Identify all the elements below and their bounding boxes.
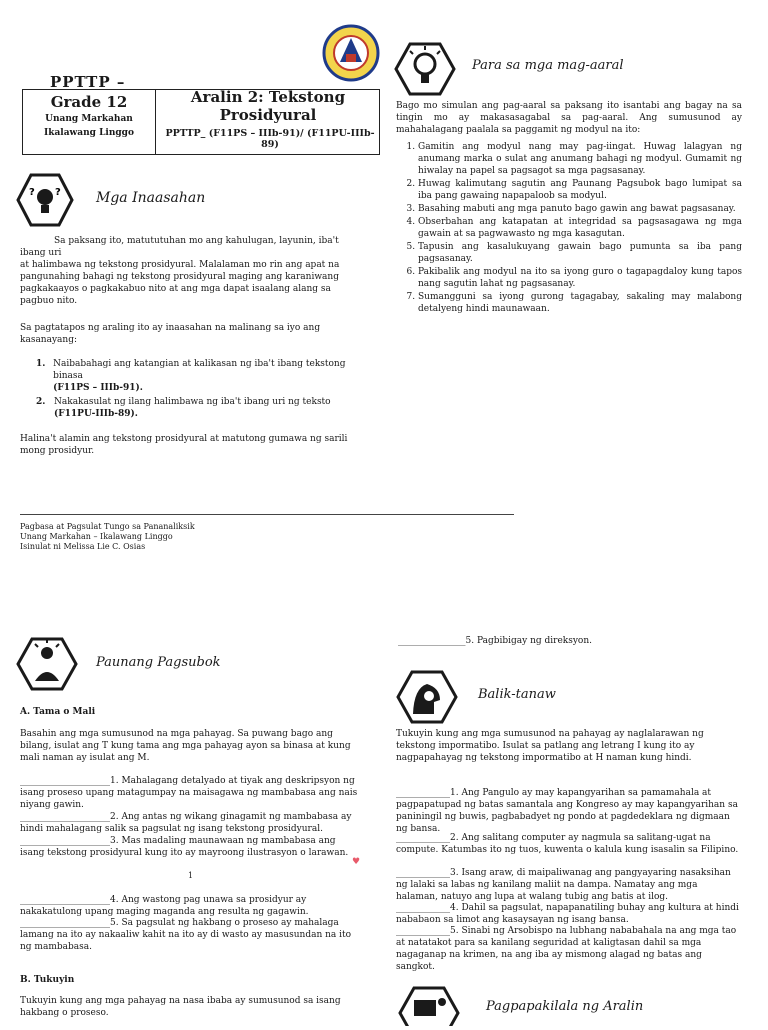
competency-codes: PPTTP_ (F11PS – IIIb-91)/ (F11PU-IIIb-89)	[165, 128, 375, 150]
pagpapakilala-title: Pagpapakilala ng Aralin	[486, 999, 644, 1014]
para-sa-icon	[394, 42, 456, 100]
skill-num: 2.	[36, 397, 46, 407]
header-quarter: Unang Markahan	[45, 114, 133, 124]
balik-tanaw-icon	[396, 670, 458, 728]
balik-instructions: Tukuyin kung ang mga sumusunod na pahayag ay naglalarawan ng tekstong impormatibo. Isulat sa patlang ang letrang I kung ito ay nagpapahayag ng tekstong impormatibo at H naman kung hindi.	[396, 729, 704, 763]
question-5: ____________________5. Sa pagsulat ng hakbang o proseso ay mahalaga lamang na ito ay nakaaliw kahit na ito ay di wasto ay masusundan na ito ng mambabasa.	[20, 918, 352, 952]
lesson-title: Aralin 2: Tekstong Prosidyural	[190, 88, 346, 124]
para-sa-title: Para sa mga mag-aaral	[472, 58, 624, 73]
inaasahan-p1a: Sa paksang ito, matututuhan mo ang kahulugan, layunin, iba't ibang uri	[20, 236, 339, 258]
reminder-item: 5. Tapusin ang kasalukuyang gawain bago pumunta sa iba pang pagsasanay.	[418, 241, 742, 265]
header-grade: Grade 12	[50, 93, 128, 111]
inaasahan-icon	[16, 173, 74, 231]
division-seal	[322, 24, 380, 82]
footer-author: Isinulat ni Melissa Lie C. Osias	[20, 542, 146, 551]
header-week: Ikalawang Linggo	[44, 128, 134, 138]
inaasahan-p1b: at halimbawa ng tekstong prosidyural. Malalaman mo rin ang apat na pangunahing bahagi ng tekstong prosidyural maging ang karaniwang pagkakaayos o pagkakabuo nito at ang mga dapat isaalang alang sa pagbuo nito.	[20, 260, 340, 306]
footer-divider	[20, 514, 514, 515]
question-4: ____________________4. Ang wastong pag unawa sa prosidyur ay nakakatulong upang maging maganda ang resulta ng gagawin.	[20, 895, 309, 917]
page-number: 1	[188, 871, 194, 880]
reminders-list	[396, 141, 742, 316]
balik-tanaw-title: Balik-tanaw	[478, 687, 556, 702]
footer-quarter: Unang Markahan – Ikalawang Linggo	[20, 532, 173, 541]
question-3: ____________________3. Mas madaling maunawaan ng mambabasa ang isang tekstong prosidyural kung ito ay mayroong ilustrasyon o larawan.	[20, 836, 349, 858]
reminder-item: 2. Huwag kalimutang sagutin ang Paunang Pagsubok bago lumipat sa iba pang gawaing napapaloob sa modyul.	[418, 178, 742, 202]
svg-text:?: ?	[29, 187, 35, 198]
part-b-instructions: Tukuyin kung ang mga pahayag na nasa ibaba ay sumusunod sa isang hakbang o proseso.	[20, 996, 341, 1018]
skill-code: (F11PU-IIIb-89).	[54, 409, 138, 419]
header-table	[22, 89, 380, 155]
svg-text:?: ?	[55, 187, 61, 198]
balik-item-1: ____________1. Ang Pangulo ay may kapangyarihan sa pamamahala at pagpapatupad ng batas samantala ang Kongreso ay may kapangyarihan sa paniningil ng buwis, pagbabadyet ng pondo at pagdedeklara ng digmaan ng bansa.	[396, 788, 738, 834]
skill-num: 1.	[36, 359, 46, 369]
part-b-heading: B. Tukuyin	[20, 975, 75, 985]
pagpapakilala-icon	[398, 986, 460, 1030]
question-b5: _______________5. Pagbibigay ng direksyon.	[398, 636, 592, 646]
skills-list	[36, 358, 362, 420]
reminder-item: 6. Pakibalik ang modyul na ito sa iyong guro o tagapagdaloy kung tapos nang sagutin lahat ng pagsasanay.	[418, 266, 742, 290]
skill-code: (F11PS – IIIb-91).	[53, 383, 143, 393]
skill-item-1	[36, 358, 362, 394]
paunang-icon	[16, 637, 78, 695]
inaasahan-p2: Sa pagtatapos ng araling ito ay inaasahan na malinang sa iyo ang kasanayang:	[20, 323, 321, 345]
part-a-heading: A. Tama o Mali	[20, 707, 96, 717]
reminder-item: 1. Gamitin ang modyul nang may pag-iingat. Huwag lalagyan ng anumang marka o sulat ang anumang bahagi ng modyul. Gumamit ng hiwalay na papel sa pagsagot sa mga pagsasanay.	[418, 141, 742, 177]
inaasahan-p1	[20, 235, 362, 307]
heart-icon: ♥	[352, 857, 361, 867]
footer-course: Pagbasa at Pagsulat Tungo sa Pananaliksik	[20, 522, 195, 531]
balik-item-2: ____________2. Ang salitang computer ay nagmula sa salitang-ugat na compute. Katumbas ito ng tuos, kuwenta o kalula kung isasalin sa Filipino.	[396, 833, 739, 855]
reminder-item: 3. Basahing mabuti ang mga panuto bago gawin ang bawat pagsasanay.	[418, 203, 742, 215]
balik-item-4: ____________4. Dahil sa pagsulat, napapanatiling buhay ang kultura at hindi nababaon sa limot ang kasaysayan ng isang bansa.	[396, 903, 739, 925]
inaasahan-title: Mga Inaasahan	[96, 190, 206, 206]
question-2: ____________________2. Ang antas ng wikang ginagamit ng mambabasa ay hindi mahalagang salik sa pagsulat ng isang tekstong prosidyural.	[20, 812, 352, 834]
skill-item-2	[36, 396, 362, 420]
header-program: PPTTP –	[50, 73, 126, 91]
inaasahan-p3: Halina't alamin ang tekstong prosidyural at matutong gumawa ng sarili mong prosidyur.	[20, 434, 348, 456]
question-1: ____________________1. Mahalagang detalyado at tiyak ang deskripsyon ng isang proseso upang matagumpay na maisagawa ng mambabasa ang nais niyang gawin.	[20, 776, 358, 810]
reminder-item: 7. Sumangguni sa iyong gurong tagagabay, sakaling may malabong detalyeng hindi maunawaan.	[418, 291, 742, 315]
para-sa-intro: Bago mo simulan ang pag-aaral sa paksang ito isantabi ang bagay na sa tingin mo ay makasasagabal sa pag-aaral. Ang sumusunod ay mahahalagang paalala sa paggamit ng modyul na ito:	[396, 101, 742, 135]
part-a-instructions: Basahin ang mga sumusunod na mga pahayag. Sa puwang bago ang bilang, isulat ang T kung tama ang mga pahayag ayon sa binasa at kung mali naman ay isulat ang M.	[20, 729, 351, 763]
reminder-item: 4. Obserbahan ang katapatan at integridad sa pagsasagawa ng mga gawain at sa pagwawasto ng mga kasagutan.	[418, 216, 742, 240]
balik-item-5: ____________5. Sinabi ng Arsobispo na lubhang nababahala na ang mga tao at natatakot para sa kanilang seguridad at kaligtasan dahil sa mga nagaganap na krimen, na ang iba ay mismong alagad ng batas ang sangkot.	[396, 926, 737, 972]
paunang-title: Paunang Pagsubok	[96, 655, 221, 670]
skill-text: Nakakasulat ng ilang halimbawa ng iba't ibang uri ng teksto	[54, 397, 331, 407]
skill-text: Naibabahagi ang katangian at kalikasan ng iba't ibang tekstong binasa	[53, 359, 346, 381]
balik-item-3: ____________3. Isang araw, di maipaliwanag ang pangyayaring nasaksihan ng lalaki sa labas ng kanilang maliit na dampa. Namatay ang mga halaman, natuyo ang lupa at walang tubig ang batis at ilog.	[396, 868, 731, 902]
